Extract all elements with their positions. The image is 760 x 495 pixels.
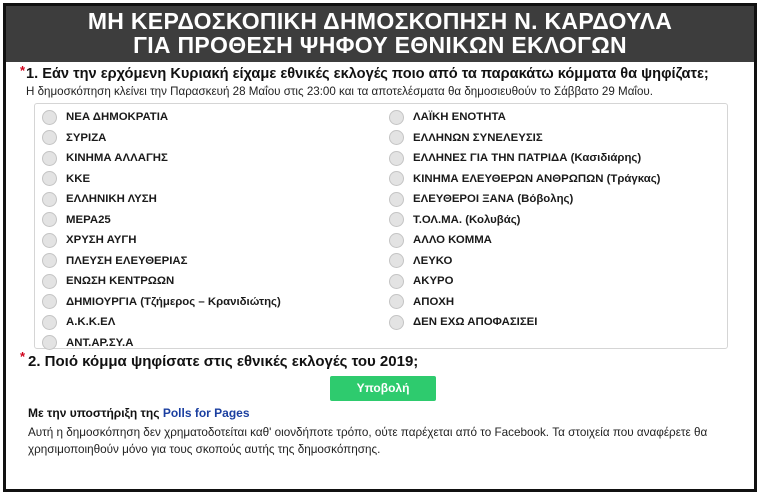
radio-option[interactable] [35,107,385,128]
required-mark: * [20,349,26,364]
radio-button[interactable] [389,151,404,166]
radio-option[interactable] [35,230,385,251]
radio-button[interactable] [42,335,57,350]
radio-option-label: ΚΙΝΗΜΑ ΕΛΕΥΘΕΡΩΝ ΑΝΘΡΩΠΩΝ (Τράγκας) [413,172,661,185]
radio-option[interactable] [35,210,385,231]
radio-button[interactable] [389,171,404,186]
radio-button[interactable] [389,110,404,125]
radio-option-label: ΚΚΕ [66,172,91,185]
radio-button[interactable] [42,130,57,145]
radio-option-label: ΔΕΝ ΕΧΩ ΑΠΟΦΑΣΙΣΕΙ [413,316,538,329]
radio-button[interactable] [42,253,57,268]
radio-button[interactable] [389,294,404,309]
radio-option-label: ΜΕΡΑ25 [66,213,111,226]
radio-button[interactable] [389,274,404,289]
radio-button[interactable] [42,274,57,289]
radio-option[interactable] [385,251,727,272]
question-1-description: Η δημοσκόπηση κλείνει την Παρασκευή 28 Μαΐου στις 23:00 και τα αποτελέσματα θα δημοσιευθούν το Σάββατο 29 Μαΐου. [26,85,653,98]
poll-frame [3,3,757,492]
submit-button[interactable]: Υποβολή [330,376,436,401]
radio-option[interactable] [35,128,385,149]
radio-option-label: ΠΛΕΥΣΗ ΕΛΕΥΘΕΡΙΑΣ [66,254,188,267]
radio-button[interactable] [42,233,57,248]
question-1 [6,62,754,98]
radio-option[interactable] [385,271,727,292]
radio-option[interactable] [385,292,727,313]
radio-option-label: ΕΝΩΣΗ ΚΕΝΤΡΩΩΝ [66,275,175,288]
radio-option-label: ΑΝΤ.ΑΡ.ΣΥ.Α [66,336,134,349]
radio-option-label: ΕΛΛΗΝΙΚΗ ΛΥΣΗ [66,193,157,206]
question-2 [6,349,754,371]
powered-by [6,406,754,420]
radio-option-label: ΑΚΥΡΟ [413,275,454,288]
radio-button[interactable] [389,233,404,248]
poll-header [6,6,754,62]
radio-option-label: ΛΕΥΚΟ [413,254,453,267]
radio-option-label: ΛΑΪΚΗ ΕΝΟΤΗΤΑ [413,111,506,124]
radio-button[interactable] [389,212,404,227]
radio-button[interactable] [42,192,57,207]
question-1-title: 1. Εάν την ερχόμενη Κυριακή είχαμε εθνικές εκλογές ποιο από τα παρακάτω κόμματα θα ψηφίζατε; [26,66,709,82]
radio-option[interactable] [385,312,727,333]
radio-option-label: ΣΥΡΙΖΑ [66,131,107,144]
radio-option[interactable] [35,148,385,169]
radio-option[interactable] [35,189,385,210]
radio-option-label: ΕΛΛΗΝΩΝ ΣΥΝΕΛΕΥΣΙΣ [413,131,543,144]
radio-option-label: ΑΛΛΟ ΚΟΜΜΑ [413,234,492,247]
radio-option-label: Τ.ΟΛ.ΜΑ. (Κολυβάς) [413,213,521,226]
question-2-title: 2. Ποιό κόμμα ψηφίσατε στις εθνικές εκλογές του 2019; [28,353,419,370]
radio-option-label: ΔΗΜΙΟΥΡΓΙΑ (Τζήμερος – Κρανιδιώτης) [66,295,281,308]
radio-button[interactable] [42,212,57,227]
powered-by-prefix: Με την υποστήριξη της [28,406,160,420]
radio-button[interactable] [42,110,57,125]
radio-button[interactable] [389,253,404,268]
radio-option-label: Α.Κ.Κ.ΕΛ [66,316,116,329]
radio-option[interactable] [385,189,727,210]
radio-option[interactable] [35,271,385,292]
radio-option[interactable] [385,210,727,231]
radio-option[interactable] [385,169,727,190]
radio-option[interactable] [35,312,385,333]
radio-option[interactable] [35,251,385,272]
radio-button[interactable] [389,130,404,145]
radio-button[interactable] [389,315,404,330]
radio-option[interactable] [385,128,727,149]
radio-button[interactable] [42,294,57,309]
header-title-line1: ΜΗ ΚΕΡΔΟΣΚΟΠΙΚΗ ΔΗΜΟΣΚΟΠΗΣΗ Ν. ΚΑΡΔΟΥΛΑ [87,8,673,34]
disclaimer-text: Αυτή η δημοσκόπηση δεν χρηματοδοτείται καθ' οιονδήποτε τρόπο, ούτε παρέχεται από το Facebook. Τα στοιχεία που αναφέρετε θα χρησιμοποιηθούν μόνο για τους σκοπούς αυτής της δημοσκόπησης. [28,426,708,456]
radio-button[interactable] [42,151,57,166]
radio-option-label: ΕΛΛΗΝΕΣ ΓΙΑ ΤΗΝ ΠΑΤΡΙΔΑ (Κασιδιάρης) [413,152,642,165]
radio-option-label: ΚΙΝΗΜΑ ΑΛΛΑΓΗΣ [66,152,168,165]
radio-option[interactable] [385,107,727,128]
radio-option-label: ΝΕΑ ΔΗΜΟΚΡΑΤΙΑ [66,111,169,124]
radio-option[interactable] [385,148,727,169]
radio-option[interactable] [385,230,727,251]
radio-option-label: ΕΛΕΥΘΕΡΟΙ ΞΑΝΑ (Βόβολης) [413,193,574,206]
radio-button[interactable] [42,315,57,330]
required-mark: * [20,63,26,78]
radio-option[interactable] [35,169,385,190]
radio-option-label: ΑΠΟΧΗ [413,295,455,308]
radio-option[interactable] [35,292,385,313]
header-title-line2: ΓΙΑ ΠΡΟΘΕΣΗ ΨΗΦΟΥ ΕΘΝΙΚΩΝ ΕΚΛΟΓΩΝ [133,32,627,58]
radio-button[interactable] [42,171,57,186]
options-group [34,103,728,349]
polls-for-pages-link[interactable]: Polls for Pages [162,406,250,420]
radio-option-label: ΧΡΥΣΗ ΑΥΓΗ [66,234,137,247]
radio-button[interactable] [389,192,404,207]
